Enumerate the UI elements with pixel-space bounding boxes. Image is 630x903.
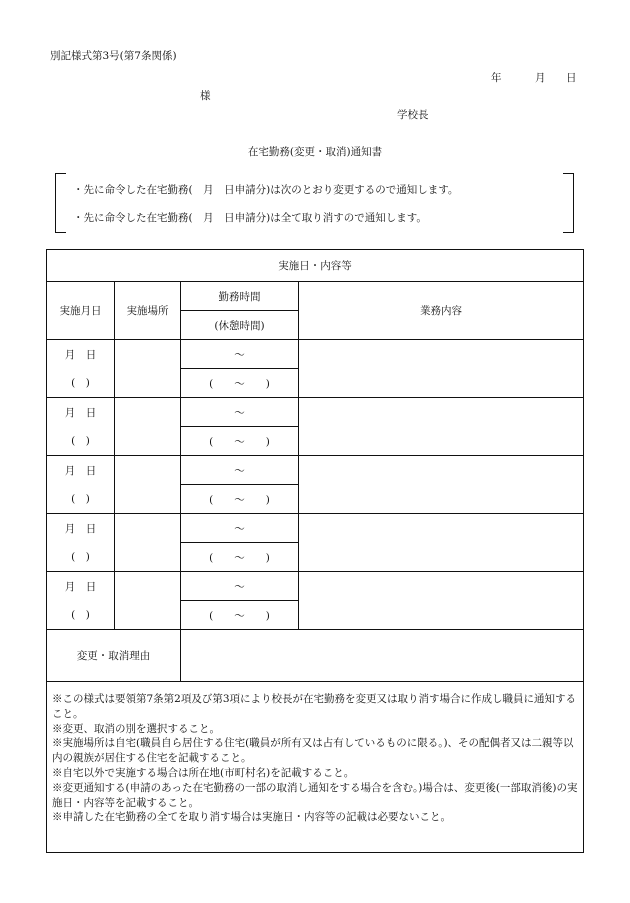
row-place-cell[interactable]	[115, 572, 181, 630]
row-place-cell[interactable]	[115, 514, 181, 572]
row-weekday-cell[interactable]: ( )	[47, 601, 115, 630]
row-hours-cell[interactable]: ～	[181, 514, 299, 543]
row-date-cell[interactable]: 月 日	[47, 456, 115, 485]
principal-label: 学校長	[397, 109, 429, 121]
date-month-label: 月	[535, 72, 546, 84]
note-item: ※変更、取消の別を選択すること。	[52, 722, 220, 735]
note-item: ※変更通知する(申請のあった在宅勤務の一部の取消し通知をする場合を含む。)場合は、変更後(一部取消後)の実施日・内容等を記載すること。	[52, 781, 578, 809]
row-hours-cell[interactable]: ～	[181, 340, 299, 369]
row-date-cell[interactable]: 月 日	[47, 340, 115, 369]
date-year-label: 年	[491, 72, 502, 84]
reason-field[interactable]	[181, 630, 584, 682]
section-title: 実施日・内容等	[47, 250, 584, 282]
date-line	[491, 70, 577, 85]
row-content-cell[interactable]	[299, 398, 584, 456]
left-bracket	[55, 173, 66, 233]
row-weekday-cell[interactable]: ( )	[47, 543, 115, 572]
addressee-suffix: 様	[200, 90, 211, 102]
row-hours-cell[interactable]: ～	[181, 398, 299, 427]
row-weekday-cell[interactable]: ( )	[47, 485, 115, 514]
notice-change-option[interactable]: ・先に命令した在宅勤務( 月 日申請分)は次のとおり変更するので通知します。	[73, 184, 459, 196]
row-date-cell[interactable]: 月 日	[47, 398, 115, 427]
header-hours: 勤務時間	[181, 282, 299, 311]
header-break: (休憩時間)	[181, 311, 299, 340]
row-hours-cell[interactable]: ～	[181, 456, 299, 485]
row-break-cell[interactable]: ( ～ )	[181, 543, 299, 572]
header-content: 業務内容	[299, 282, 584, 340]
form-number: 別記様式第3号(第7条関係)	[50, 50, 177, 62]
row-break-cell[interactable]: ( ～ )	[181, 427, 299, 456]
row-weekday-cell[interactable]: ( )	[47, 369, 115, 398]
row-place-cell[interactable]	[115, 398, 181, 456]
row-place-cell[interactable]	[115, 340, 181, 398]
header-date: 実施月日	[47, 282, 115, 340]
reason-label: 変更・取消理由	[47, 630, 181, 682]
row-content-cell[interactable]	[299, 572, 584, 630]
row-content-cell[interactable]	[299, 340, 584, 398]
row-break-cell[interactable]: ( ～ )	[181, 369, 299, 398]
header-place: 実施場所	[115, 282, 181, 340]
note-item: ※この様式は要領第7条第2項及び第3項により校長が在宅勤務を変更又は取り消す場合に作成し職員に通知すること。	[52, 693, 577, 720]
row-break-cell[interactable]: ( ～ )	[181, 601, 299, 630]
notes-box	[47, 682, 584, 853]
row-weekday-cell[interactable]: ( )	[47, 427, 115, 456]
right-bracket	[563, 173, 574, 233]
details-table	[46, 249, 584, 853]
row-break-cell[interactable]: ( ～ )	[181, 485, 299, 514]
row-date-cell[interactable]: 月 日	[47, 572, 115, 601]
note-item: ※申請した在宅勤務の全てを取り消す場合は実施日・内容等の記載は必要ないこと。	[52, 811, 451, 824]
row-date-cell[interactable]: 月 日	[47, 514, 115, 543]
document-title: 在宅勤務(変更・取消)通知書	[247, 146, 383, 158]
date-day-label: 日	[566, 72, 577, 84]
row-content-cell[interactable]	[299, 456, 584, 514]
note-item: ※実施場所は自宅(職員自ら居住する住宅(職員が所有又は占有しているものに限る。)、その配偶者又は二親等以内の親族が居住する住宅を記載すること。	[52, 737, 574, 765]
row-hours-cell[interactable]: ～	[181, 572, 299, 601]
row-place-cell[interactable]	[115, 456, 181, 514]
row-content-cell[interactable]	[299, 514, 584, 572]
note-item: ※自宅以外で実施する場合は所在地(市町村名)を記載すること。	[52, 766, 355, 779]
notice-cancel-option[interactable]: ・先に命令した在宅勤務( 月 日申請分)は全て取り消すので通知します。	[73, 212, 427, 224]
